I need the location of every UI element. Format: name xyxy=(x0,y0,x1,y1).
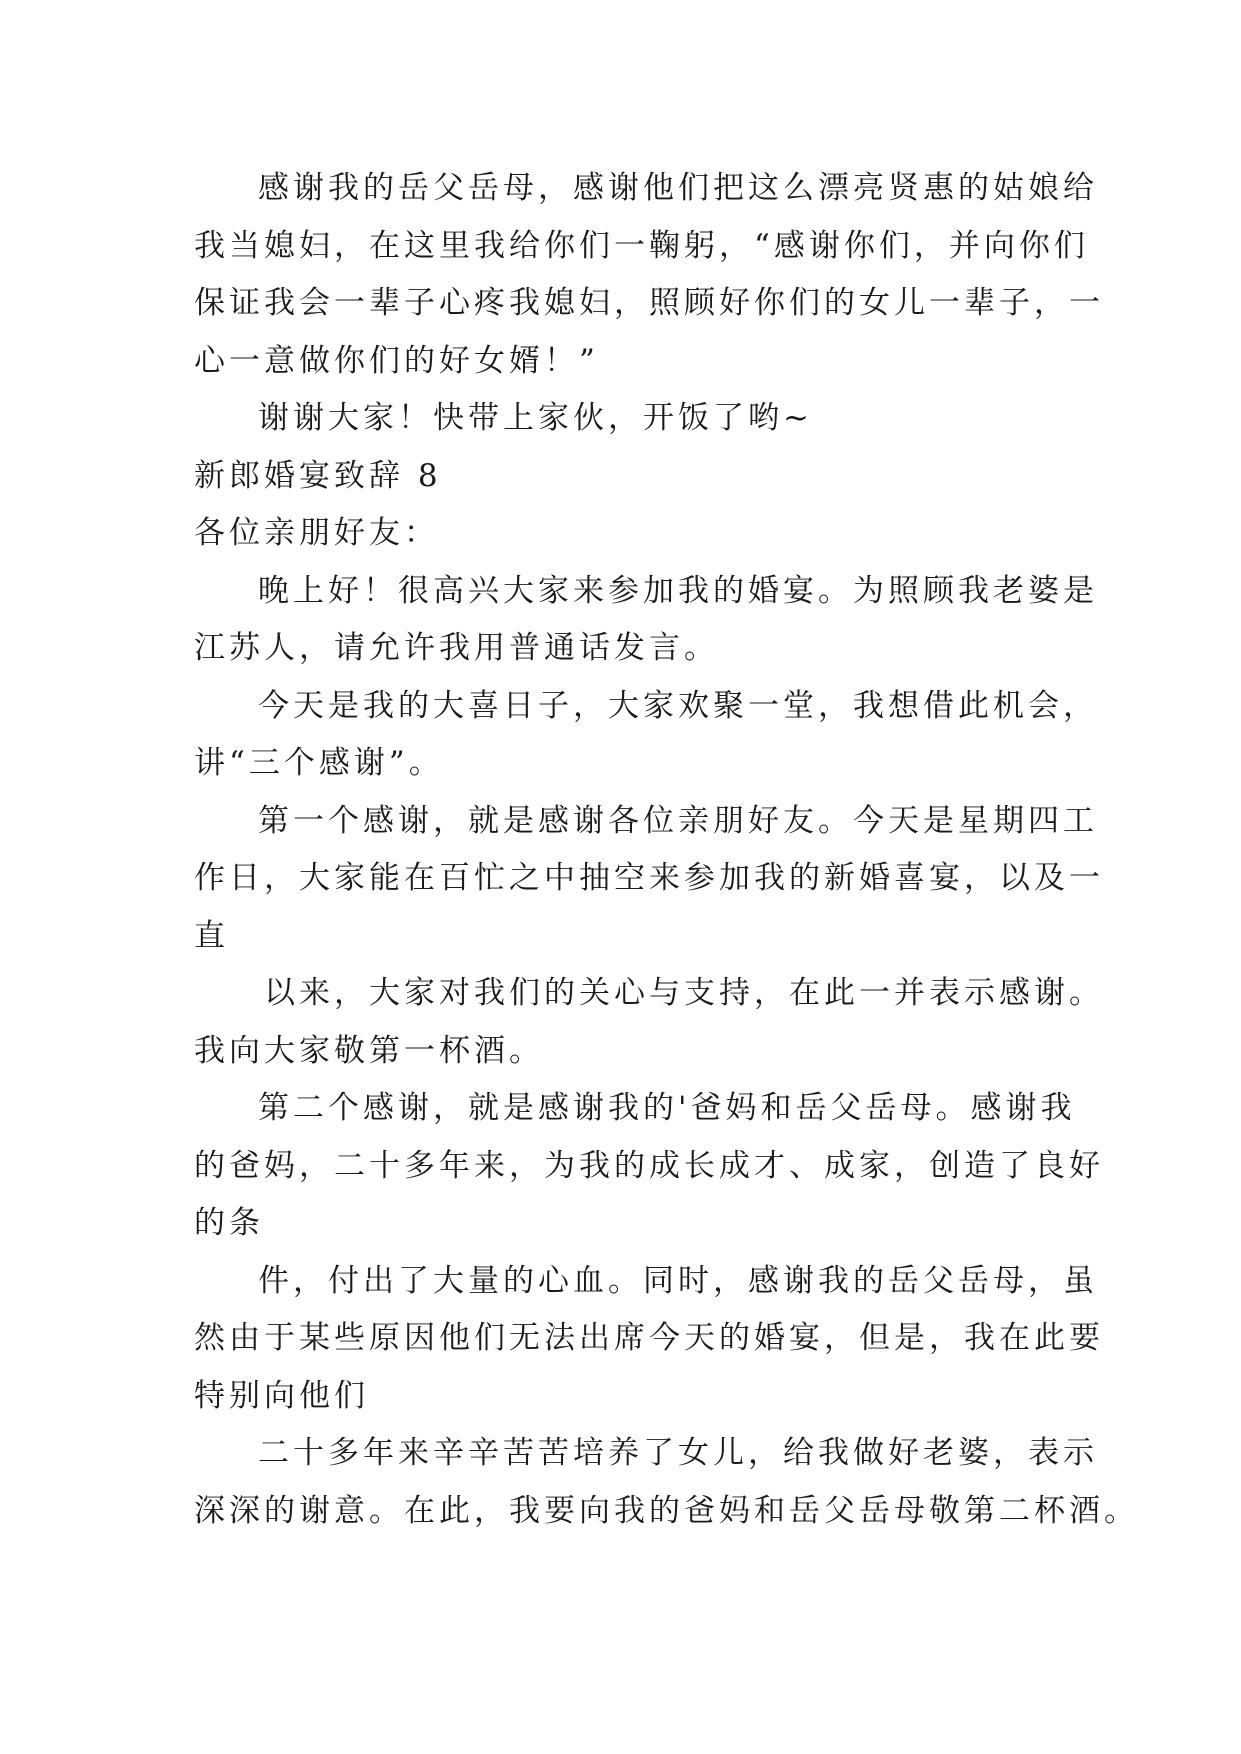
paragraph-line: 然由于某些原因他们无法出席今天的婚宴，但是，我在此要 xyxy=(194,1320,1104,1356)
paragraph-line: 今天是我的大喜日子，大家欢聚一堂，我想借此机会， xyxy=(258,688,1098,724)
paragraph-line: 作日，大家能在百忙之中抽空来参加我的新婚喜宴，以及一 xyxy=(194,860,1104,896)
paragraph-line: 第一个感谢，就是感谢各位亲朋好友。今天是星期四工 xyxy=(258,803,1098,839)
paragraph-line: 我向大家敬第一杯酒。 xyxy=(194,1033,544,1069)
paragraph-line: 晚上好！很高兴大家来参加我的婚宴。为照顾我老婆是 xyxy=(258,573,1098,609)
paragraph-line: 第二个感谢，就是感谢我的'爸妈和岳父岳母。感谢我 xyxy=(258,1090,1076,1126)
paragraph-line: 深深的谢意。在此，我要向我的爸妈和岳父岳母敬第二杯酒。 xyxy=(194,1493,1139,1529)
paragraph-line: 谢谢大家！快带上家伙，开饭了哟~ xyxy=(258,400,813,436)
paragraph-line: 二十多年来辛辛苦苦培养了女儿，给我做好老婆，表示 xyxy=(258,1435,1098,1471)
paragraph-line: 件，付出了大量的心血。同时，感谢我的岳父岳母，虽 xyxy=(258,1263,1098,1299)
paragraph-line: 以来，大家对我们的关心与支持，在此一并表示感谢。 xyxy=(264,975,1104,1011)
paragraph-line: 直 xyxy=(194,918,229,954)
salutation: 各位亲朋好友： xyxy=(194,515,439,551)
paragraph-line: 的条 xyxy=(194,1205,264,1241)
paragraph-line: 我当媳妇，在这里我给你们一鞠躬，“感谢你们，并向你们 xyxy=(194,228,1089,264)
paragraph-line: 的爸妈，二十多年来，为我的成长成才、成家，创造了良好 xyxy=(194,1148,1104,1184)
paragraph-line: 江苏人，请允许我用普通话发言。 xyxy=(194,630,719,666)
paragraph-line: 心一意做你们的好女婿！” xyxy=(194,343,599,379)
paragraph-line: 讲“三个感谢”。 xyxy=(194,745,444,781)
paragraph-line: 感谢我的岳父岳母，感谢他们把这么漂亮贤惠的姑娘给 xyxy=(258,170,1098,206)
paragraph-line: 保证我会一辈子心疼我媳妇，照顾好你们的女儿一辈子，一 xyxy=(194,285,1104,321)
paragraph-line: 特别向他们 xyxy=(194,1378,369,1414)
section-heading: 新郎婚宴致辞 8 xyxy=(194,458,442,494)
